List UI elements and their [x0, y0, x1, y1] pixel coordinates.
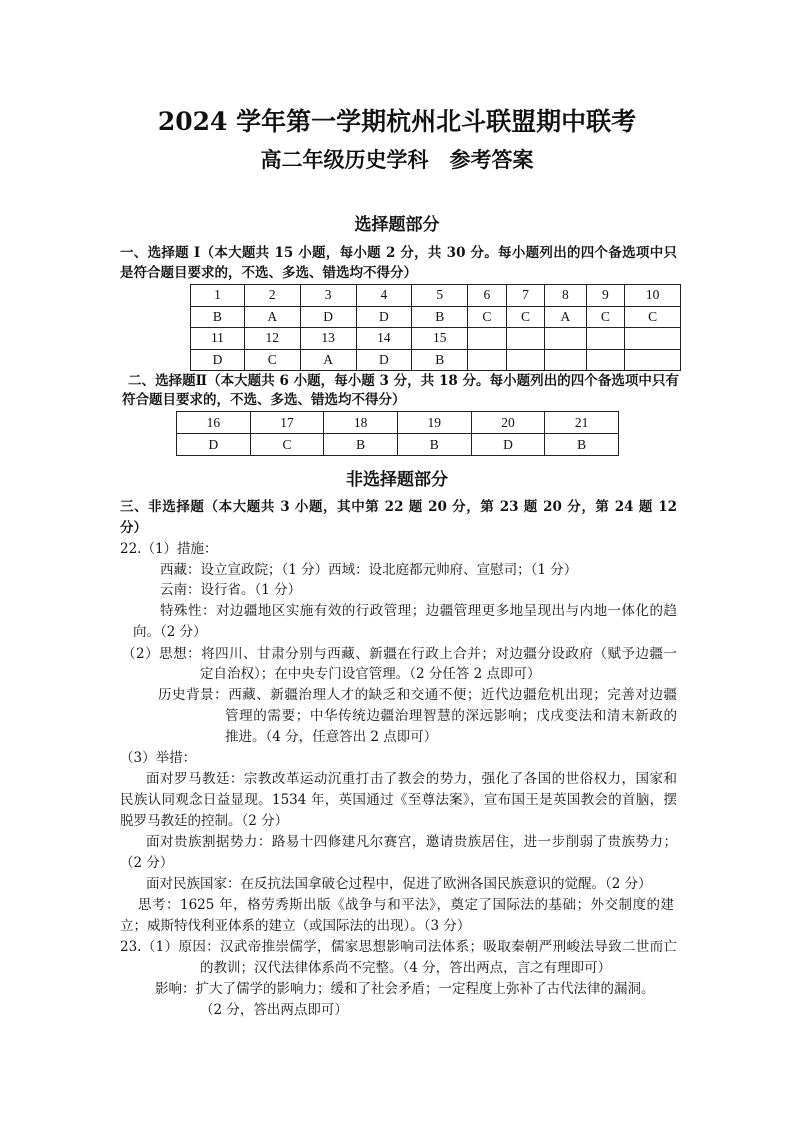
- table-cell: A: [300, 349, 356, 371]
- answer-line: 向。（2 分）: [133, 624, 207, 640]
- document-title: 2024 学年第一学期杭州北斗联盟期中联考: [157, 107, 637, 136]
- section3-instructions-cont: 分）: [120, 520, 147, 536]
- answer-line: 民族认同观念日益显现。1534 年，英国通过《至尊法案》，宣布国王是英国教会的首脑，摆: [120, 792, 677, 808]
- q23-heading: 23.（1）原因：汉武帝推崇儒学，儒家思想影响司法体系；吸取秦朝严刑峻法导致二世而亡: [120, 939, 677, 955]
- answer-line: 面对贵族割据势力：路易十四修建凡尔赛宫，邀请贵族居住，进一步削弱了贵族势力；: [146, 834, 677, 850]
- table-cell: [625, 349, 681, 371]
- table-cell: D: [300, 306, 356, 328]
- table-cell: 5: [412, 285, 468, 307]
- table-cell: 3: [300, 285, 356, 307]
- table-cell: [468, 328, 507, 350]
- table-cell: [545, 328, 586, 350]
- table-cell: B: [412, 349, 468, 371]
- table-cell: 17: [250, 412, 324, 434]
- table-cell: 4: [356, 285, 412, 307]
- answer-line: 思考：1625 年，格劳秀斯出版《战争与和平法》，奠定了国际法的基础；外交制度的建: [138, 897, 674, 913]
- table-cell: [586, 349, 625, 371]
- section2-instructions: 二、选择题Ⅱ（本大题共 6 小题，每小题 3 分，共 18 分。每小题列出的四个备选项中只有: [128, 373, 679, 389]
- table-cell: C: [468, 306, 507, 328]
- table-cell: D: [471, 434, 545, 456]
- part2-heading: 非选择题部分: [346, 470, 448, 490]
- table-cell: B: [397, 434, 471, 456]
- table-cell: 2: [244, 285, 300, 307]
- table-cell: 1: [191, 285, 245, 307]
- table-cell: 7: [506, 285, 545, 307]
- table-cell: 16: [177, 412, 251, 434]
- table-cell: B: [324, 434, 398, 456]
- part1-heading: 选择题部分: [354, 215, 440, 235]
- answer-line: 定自治权）；在中央专门设官管理。（2 分任答 2 点即可）: [200, 666, 541, 682]
- answer-line: 面对罗马教廷：宗教改革运动沉重打击了教会的势力，强化了各国的世俗权力，国家和: [146, 771, 677, 787]
- answer-line: 立；威斯特伐利亚体系的建立（或国际法的出现）。（3 分）: [120, 918, 471, 934]
- table-cell: B: [545, 434, 619, 456]
- table-row: [177, 412, 619, 434]
- section1-instructions: 一、选择题 I（本大题共 15 小题，每小题 2 分，共 30 分。每小题列出的四个备选项中只: [120, 245, 677, 261]
- table-cell: 6: [468, 285, 507, 307]
- table-cell: 19: [397, 412, 471, 434]
- answer-line: 脱罗马教廷的控制。（2 分）: [120, 813, 289, 829]
- table-cell: 8: [545, 285, 586, 307]
- table-cell: 10: [625, 285, 681, 307]
- section1-instructions-cont: 是符合题目要求的，不选、多选、错选均不得分）: [120, 265, 417, 281]
- table-cell: [506, 349, 545, 371]
- answer-line: 面对民族国家：在反抗法国拿破仑过程中，促进了欧洲各国民族意识的觉醒。（2 分）: [146, 876, 652, 892]
- answer-table-1: [190, 284, 681, 371]
- answer-line: 西藏：设立宣政院；（1 分）西域：设北庭都元帅府、宣慰司；（1 分）: [160, 562, 578, 578]
- answer-line: （3）举措：: [120, 750, 197, 766]
- table-cell: 15: [412, 328, 468, 350]
- table-cell: D: [356, 349, 412, 371]
- answer-line: 推进。（4 分，任意答出 2 点即可）: [225, 729, 438, 745]
- table-cell: 11: [191, 328, 245, 350]
- answer-line: 云南：设行省。（1 分）: [160, 582, 302, 598]
- table-cell: D: [177, 434, 251, 456]
- table-cell: [545, 349, 586, 371]
- table-row: [177, 434, 619, 456]
- table-cell: C: [506, 306, 545, 328]
- document-subtitle: 高二年级历史学科 参考答案: [260, 147, 534, 172]
- table-cell: D: [356, 306, 412, 328]
- table-cell: [625, 328, 681, 350]
- table-cell: A: [244, 306, 300, 328]
- table-cell: C: [586, 306, 625, 328]
- answer-line: （2 分）: [120, 855, 174, 871]
- table-cell: A: [545, 306, 586, 328]
- answer-line: 历史背景：西藏、新疆治理人才的缺乏和交通不便；近代边疆危机出现；完善对边疆: [158, 687, 677, 703]
- table-cell: D: [191, 349, 245, 371]
- table-row: [191, 349, 681, 371]
- table-cell: C: [625, 306, 681, 328]
- section3-instructions: 三、非选择题（本大题共 3 小题，其中第 22 题 20 分，第 23 题 20 分，第 24 题 12: [120, 499, 677, 515]
- answer-line: 管理的需要；中华传统边疆治理智慧的深远影响；戊戌变法和清末新政的: [225, 708, 677, 724]
- table-cell: B: [191, 306, 245, 328]
- table-cell: [586, 328, 625, 350]
- table-cell: 21: [545, 412, 619, 434]
- table-row: [191, 328, 681, 350]
- table-cell: 18: [324, 412, 398, 434]
- q22-heading: 22.（1）措施：: [120, 541, 218, 557]
- answer-line: 特殊性：对边疆地区实施有效的行政管理；边疆管理更多地呈现出与内地一体化的趋: [160, 603, 677, 619]
- answer-line: （2）思想：将四川、甘肃分别与西藏、新疆在行政上合并；对边疆分设政府（赋予边疆一: [122, 646, 677, 662]
- answer-table-2: [176, 411, 619, 456]
- table-row: [191, 306, 681, 328]
- table-cell: 13: [300, 328, 356, 350]
- answer-line: 的教训；汉代法律体系尚不完整。（4 分，答出两点，言之有理即可）: [200, 960, 612, 976]
- section2-instructions-cont: 符合题目要求的，不选、多选、错选均不得分）: [122, 392, 406, 408]
- table-cell: [468, 349, 507, 371]
- table-row: [191, 285, 681, 307]
- table-cell: 12: [244, 328, 300, 350]
- table-cell: C: [250, 434, 324, 456]
- table-cell: [506, 328, 545, 350]
- table-cell: 9: [586, 285, 625, 307]
- table-cell: 20: [471, 412, 545, 434]
- answer-line: 影响：扩大了儒学的影响力；缓和了社会矛盾；一定程度上弥补了古代法律的漏洞。: [155, 981, 655, 997]
- answer-line: （2 分，答出两点即可）: [200, 1002, 348, 1018]
- table-cell: 14: [356, 328, 412, 350]
- table-cell: C: [244, 349, 300, 371]
- table-cell: B: [412, 306, 468, 328]
